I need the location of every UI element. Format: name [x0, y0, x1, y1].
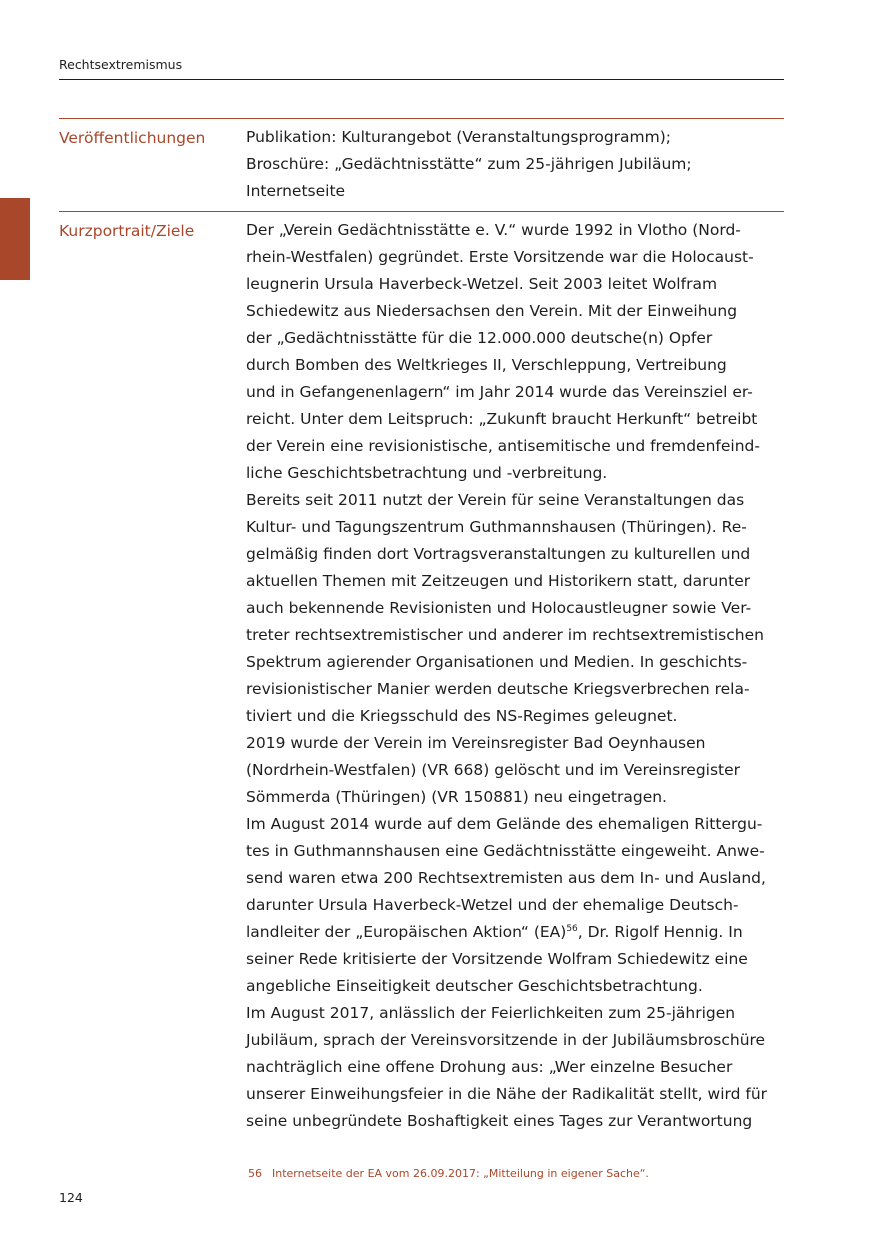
content-line: angebliche Einseitigkeit deutscher Geschichtsbetrachtung. — [246, 977, 703, 995]
content-line: send waren etwa 200 Rechtsextremisten aus dem In- und Ausland, — [246, 869, 766, 887]
row-label-publications: Veröffentlichungen — [59, 129, 206, 147]
content-line: Jubiläum, sprach der Vereinsvorsitzende in der Jubiläumsbroschüre — [246, 1031, 766, 1049]
content-line: Publikation: Kulturangebot (Veranstaltungsprogramm); — [246, 128, 672, 146]
running-title: Rechtsextremismus — [59, 57, 183, 72]
content-line: reicht. Unter dem Leitspruch: „Zukunft braucht Herkunft“ betreibt — [246, 410, 758, 428]
row-content-profile — [246, 217, 786, 1135]
content-line: seine unbegründete Boshaftigkeit eines Tages zur Verantwortung — [246, 1112, 753, 1130]
footnote-text: Internetseite der EA vom 26.09.2017: „Mitteilung in eigener Sache“. — [272, 1167, 649, 1180]
content-line: 2019 wurde der Verein im Vereinsregister Bad Oeynhausen — [246, 734, 706, 752]
content-line: darunter Ursula Haverbeck-Wetzel und der ehemalige Deutsch- — [246, 896, 739, 914]
row-label-profile: Kurzportrait/Ziele — [59, 222, 195, 240]
page-number: 124 — [59, 1190, 83, 1205]
content-line: Im August 2014 wurde auf dem Gelände des ehemaligen Rittergu- — [246, 815, 763, 833]
content-line: Internetseite — [246, 182, 346, 200]
content-line: Bereits seit 2011 nutzt der Verein für seine Veranstaltungen das — [246, 491, 745, 509]
content-line: unserer Einweihungsfeier in die Nähe der Radikalität stellt, wird für — [246, 1085, 768, 1103]
content-line: Schiedewitz aus Niedersachsen den Verein. Mit der Einweihung — [246, 302, 738, 320]
content-line-with-footnote — [246, 919, 786, 946]
content-line: treter rechtsextremistischer und anderer im rechtsextremistischen — [246, 626, 764, 644]
content-line: Sömmerda (Thüringen) (VR 150881) neu eingetragen. — [246, 788, 667, 806]
content-line: rhein-Westfalen) gegründet. Erste Vorsitzende war die Holocaust- — [246, 248, 754, 266]
footnote — [248, 1167, 649, 1180]
content-line: Spektrum agierender Organisationen und Medien. In geschichts- — [246, 653, 748, 671]
content-line: tiviert und die Kriegsschuld des NS-Regimes geleugnet. — [246, 707, 678, 725]
content-line: Der „Verein Gedächtnisstätte e. V.“ wurde 1992 in Vlotho (Nord- — [246, 221, 741, 239]
content-line: liche Geschichtsbetrachtung und -verbreitung. — [246, 464, 608, 482]
footnote-number: 56 — [248, 1167, 262, 1180]
content-line: tes in Guthmannshausen eine Gedächtnisstätte eingeweiht. Anwe- — [246, 842, 765, 860]
content-line: Kultur- und Tagungszentrum Guthmannshausen (Thüringen). Re- — [246, 518, 747, 536]
content-line: (Nordrhein-Westfalen) (VR 668) gelöscht und im Vereinsregister — [246, 761, 741, 779]
content-line: Broschüre: „Gedächtnisstätte“ zum 25-jährigen Jubiläum; — [246, 155, 692, 173]
content-line: und in Gefangenenlagern“ im Jahr 2014 wurde das Vereinsziel er- — [246, 383, 753, 401]
content-line: aktuellen Themen mit Zeitzeugen und Historikern statt, darunter — [246, 572, 751, 590]
content-line: seiner Rede kritisierte der Vorsitzende Wolfram Schiedewitz eine — [246, 950, 748, 968]
content-line: gelmäßig finden dort Vortragsveranstaltungen zu kulturellen und — [246, 545, 751, 563]
table-row-rule — [59, 211, 784, 212]
content-line: revisionistischer Manier werden deutsche Kriegsverbrechen rela- — [246, 680, 750, 698]
content-line: der „Gedächtnisstätte für die 12.000.000 deutsche(n) Opfer — [246, 329, 713, 347]
content-line: nachträglich eine offene Drohung aus: „Wer einzelne Besucher — [246, 1058, 733, 1076]
header-rule — [59, 79, 784, 80]
content-line: Im August 2017, anlässlich der Feierlichkeiten zum 25-jährigen — [246, 1004, 736, 1022]
content-line: durch Bomben des Weltkrieges II, Verschleppung, Vertreibung — [246, 356, 727, 374]
line-text: , Dr. Rigolf Hennig. In — [577, 923, 743, 941]
line-text: landleiter der „Europäischen Aktion“ (EA) — [246, 923, 567, 941]
row-content-publications — [246, 124, 786, 205]
content-line: der Verein eine revisionistische, antisemitische und fremdenfeind- — [246, 437, 760, 455]
table-top-rule — [59, 118, 784, 119]
content-line: leugnerin Ursula Haverbeck-Wetzel. Seit 2003 leitet Wolfram — [246, 275, 718, 293]
footnote-reference[interactable]: 56 — [566, 923, 578, 934]
chapter-tab — [0, 198, 30, 280]
content-line: auch bekennende Revisionisten und Holocaustleugner sowie Ver- — [246, 599, 752, 617]
